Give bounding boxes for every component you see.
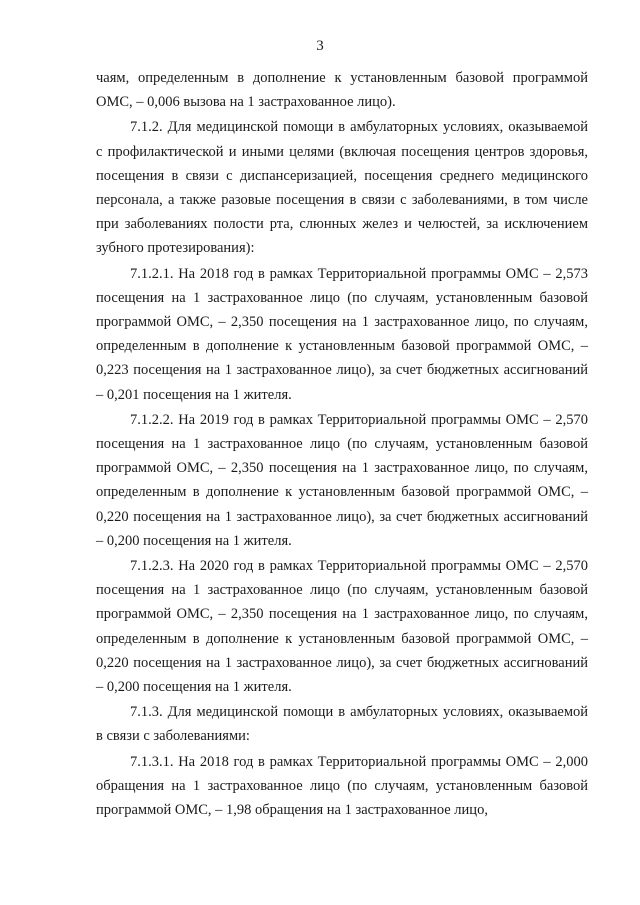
paragraph-7-1-3-1: 7.1.3.1. На 2018 год в рамках Территориальной программы ОМС – 2,000 обращения на 1 застрахованное лицо (по случаям, установленным базовой программой ОМС, – 1,98 обращения на 1 застрахованное лицо, (96, 753, 588, 819)
paragraph-7-1-3: 7.1.3. Для медицинской помощи в амбулаторных условиях, оказываемой в связи с заболеваниями: (96, 704, 588, 745)
page-number: 3 (316, 38, 324, 54)
paragraph-7-1-2-1: 7.1.2.1. На 2018 год в рамках Территориальной программы ОМС – 2,573 посещения на 1 застрахованное лицо (по случаям, установленным базовой программой ОМС, – 2,350 посещения на 1 застрахованное лицо, по случаям, определенным в дополнение к установленным базовой программой ОМС, – 0,223 посещения на 1 застрахованное лицо), за счет бюджетных ассигнований – 0,201 посещения на 1 жителя. (96, 265, 588, 403)
paragraph-7-1-2-3: 7.1.2.3. На 2020 год в рамках Территориальной программы ОМС – 2,570 посещения на 1 застрахованное лицо (по случаям, установленным базовой программой ОМС, – 2,350 посещения на 1 застрахованное лицо, по случаям, определенным в дополнение к установленным базовой программой ОМС, – 0,220 посещения на 1 застрахованное лицо), за счет бюджетных ассигнований – 0,200 посещения на 1 жителя. (96, 558, 588, 696)
paragraph-7-1-2: 7.1.2. Для медицинской помощи в амбулаторных условиях, оказываемой с профилактической и иными целями (включая посещения центров здоровья, посещения в связи с диспансеризацией, посещения среднего медицинского персонала, а также разовые посещения в связи с заболеваниями, в том числе при заболеваниях полости рта, слюнных желез и челюстей, за исключением зубного протезирования): (96, 119, 588, 257)
paragraph-7-1-2-2: 7.1.2.2. На 2019 год в рамках Территориальной программы ОМС – 2,570 посещения на 1 застрахованное лицо (по случаям, установленным базовой программой ОМС, – 2,350 посещения на 1 застрахованное лицо, по случаям, определенным в дополнение к установленным базовой программой ОМС, – 0,220 посещения на 1 застрахованное лицо), за счет бюджетных ассигнований – 0,200 посещения на 1 жителя. (96, 411, 588, 549)
document-body (96, 66, 588, 822)
paragraph-continuation: чаям, определенным в дополнение к установленным базовой программой ОМС, – 0,006 вызова на 1 застрахованное лицо). (96, 70, 588, 111)
